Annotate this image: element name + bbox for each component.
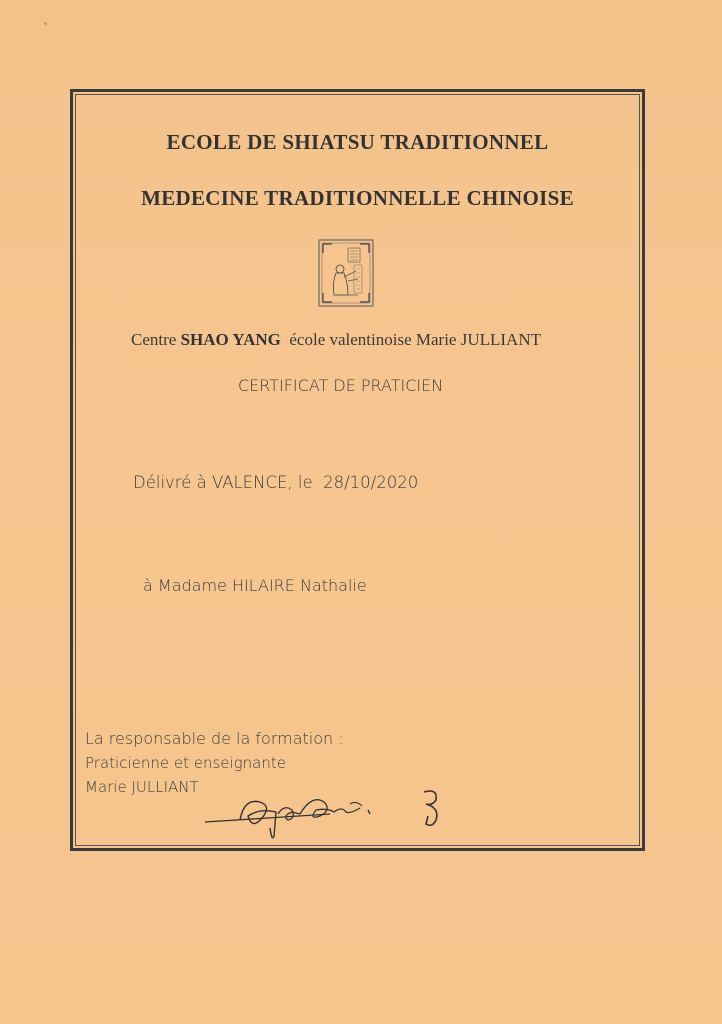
delivery-place: Délivré à VALENCE, le bbox=[133, 473, 313, 492]
centre-name: SHAO YANG bbox=[180, 330, 281, 349]
recipient-line: à Madame HILAIRE Nathalie bbox=[143, 576, 367, 595]
handwritten-signature bbox=[200, 778, 450, 848]
centre-line bbox=[131, 330, 541, 350]
paper-speck bbox=[44, 22, 47, 25]
scholar-emblem-icon bbox=[318, 239, 374, 307]
centre-prefix: Centre bbox=[131, 330, 177, 349]
signatory-role: La responsable de la formation : bbox=[85, 729, 344, 748]
centre-school: école valentinoise Marie JULLIANT bbox=[289, 330, 541, 349]
delivery-date: 28/10/2020 bbox=[323, 473, 419, 492]
certificate-title: CERTIFICAT DE PRATICIEN bbox=[238, 376, 444, 395]
delivery-line bbox=[133, 473, 418, 492]
school-name-heading: ECOLE DE SHIATSU TRADITIONNEL bbox=[166, 130, 549, 154]
signatory-title: Praticienne et enseignante bbox=[85, 754, 286, 772]
discipline-heading: MEDECINE TRADITIONNELLE CHINOISE bbox=[141, 186, 574, 210]
signatory-name: Marie JULLIANT bbox=[85, 778, 199, 796]
